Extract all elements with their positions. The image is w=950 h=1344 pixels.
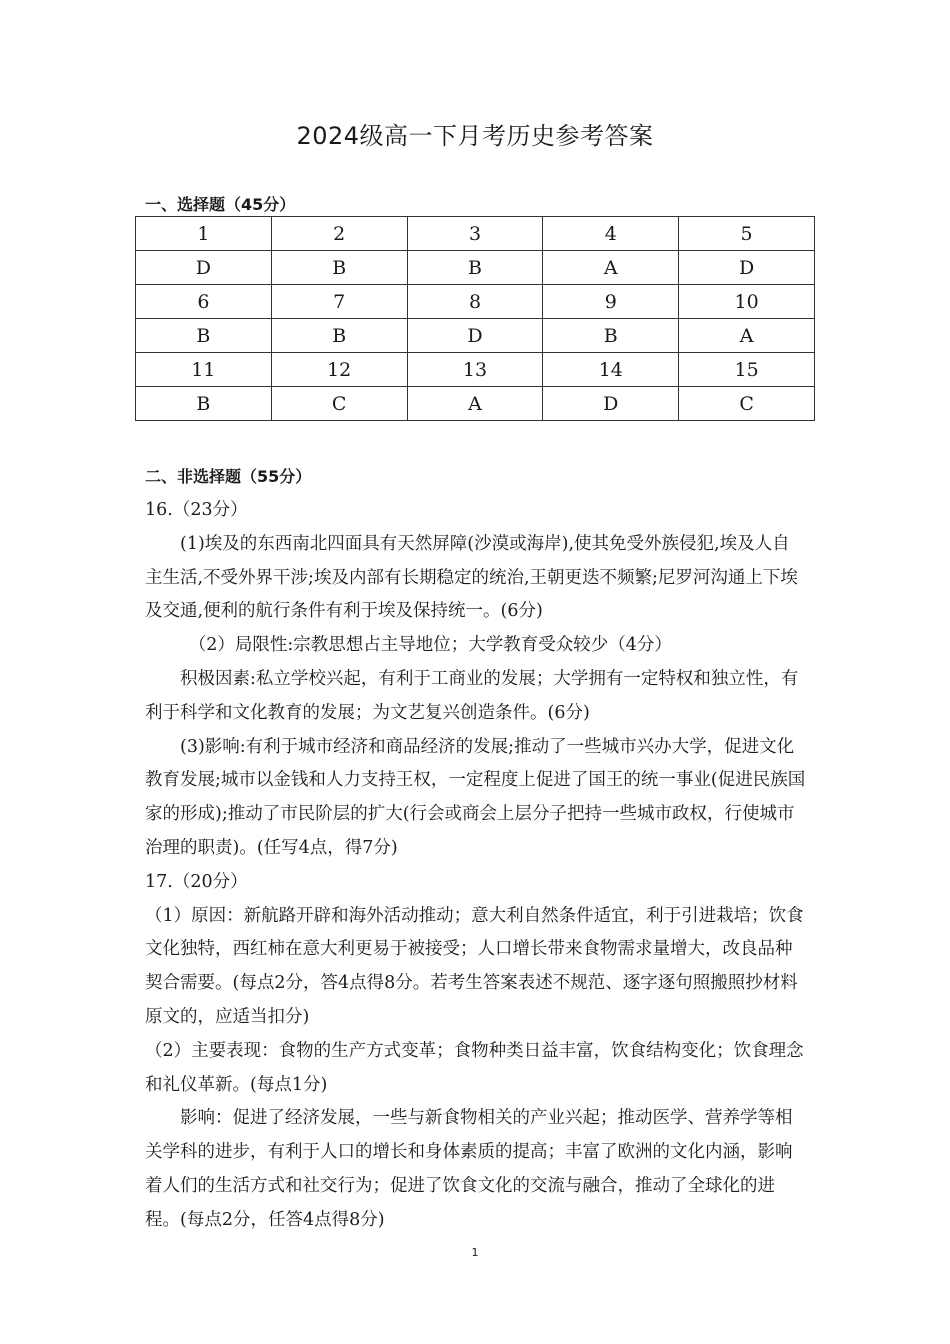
table-cell: B — [136, 387, 272, 421]
table-cell: 14 — [543, 353, 679, 387]
table-cell: B — [543, 319, 679, 353]
page-number: 1 — [471, 1246, 479, 1259]
table-cell: B — [407, 251, 543, 285]
q17-part2-impact: 影响：促进了经济发展，一些与新食物相关的产业兴起；推动医学、营养学等相关学科的进步，有利于人口的增长和身体素质的提高；丰富了欧洲的文化内涵，影响着人们的生活方式和社交行为；促进了饮食文化的交流与融合，推动了全球化的进程。(每点2分，任答4点得8分) — [145, 1108, 793, 1230]
table-cell: 4 — [543, 217, 679, 251]
q16-part2-positive: 积极因素:私立学校兴起，有利于工商业的发展；大学拥有一定特权和独立性，有利于科学和文化教育的发展；为文艺复兴创造条件。(6分) — [145, 668, 799, 723]
table-cell: C — [679, 387, 815, 421]
table-row — [136, 217, 815, 251]
table-cell: A — [407, 387, 543, 421]
table-row — [136, 319, 815, 353]
q17-part1: （1）原因：新航路开辟和海外活动推动；意大利自然条件适宜，利于引进栽培；饮食文化独特，西红柿在意大利更易于被接受；人口增长带来食物需求量增大，改良品种契合需要。(每点2分，答4点得8分。若考生答案表述不规范、逐字逐句照搬照抄材料原文的，应适当扣分) — [145, 905, 804, 1027]
table-row — [136, 353, 815, 387]
q16-part2: （2）局限性:宗教思想占主导地位；大学教育受众较少（4分） — [188, 635, 672, 656]
table-cell: 3 — [407, 217, 543, 251]
question-17-header: 17.（20分） — [145, 871, 248, 892]
q16-part3: (3)影响:有利于城市经济和商品经济的发展;推动了一些城市兴办大学，促进文化教育发展;城市以金钱和人力支持王权，一定程度上促进了国王的统一事业(促进民族国家的形成);推动了市民阶层的扩大(行会或商会上层分子把持一些城市政权，行使城市治理的职责)。(任写4点，得7分) — [145, 736, 806, 858]
table-cell: 15 — [679, 353, 815, 387]
table-cell: D — [543, 387, 679, 421]
table-cell: 10 — [679, 285, 815, 319]
table-cell: D — [679, 251, 815, 285]
table-cell: C — [271, 387, 407, 421]
q17-part2: （2）主要表现：食物的生产方式变革；食物种类日益丰富，饮食结构变化；饮食理念和礼仪革新。(每点1分) — [145, 1040, 804, 1095]
table-cell: A — [679, 319, 815, 353]
table-cell: 9 — [543, 285, 679, 319]
page-title: 2024级高一下月考历史参考答案 — [296, 122, 654, 150]
section-heading-nonchoice: 二、非选择题（55分） — [145, 467, 312, 486]
q16-part1: (1)埃及的东西南北四面具有天然屏障(沙漠或海岸),使其免受外族侵犯,埃及人自主生活,不受外界干涉;埃及内部有长期稳定的统治,王朝更迭不频繁;尼罗河沟通上下埃及交通,便利的航行条件有利于埃及保持统一。(6分) — [145, 533, 798, 622]
answer-content — [145, 494, 807, 1238]
table-cell: 5 — [679, 217, 815, 251]
table-cell: 11 — [136, 353, 272, 387]
table-row — [136, 251, 815, 285]
table-row — [136, 387, 815, 421]
table-cell: B — [271, 251, 407, 285]
table-cell: D — [136, 251, 272, 285]
table-cell: 8 — [407, 285, 543, 319]
table-cell: 2 — [271, 217, 407, 251]
table-cell: A — [543, 251, 679, 285]
table-cell: 12 — [271, 353, 407, 387]
table-cell: D — [407, 319, 543, 353]
table-row — [136, 285, 815, 319]
table-cell: 1 — [136, 217, 272, 251]
question-16-header: 16.（23分） — [145, 500, 248, 520]
answer-table — [135, 216, 815, 421]
table-cell: B — [271, 319, 407, 353]
table-cell: B — [136, 319, 272, 353]
table-cell: 7 — [271, 285, 407, 319]
table-cell: 6 — [136, 285, 272, 319]
table-cell: 13 — [407, 353, 543, 387]
section-heading-choice: 一、选择题（45分） — [145, 195, 296, 214]
